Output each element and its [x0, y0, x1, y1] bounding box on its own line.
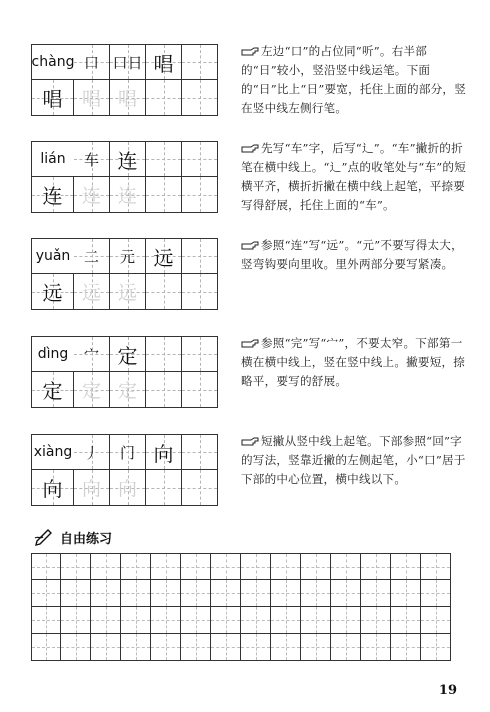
- grid-cell: [74, 274, 110, 310]
- practice-cell[interactable]: [361, 553, 391, 580]
- tip-text: 参照“完”写“宀”，不要太窄。下部第一横在横中线上，竖在竖中线上。撇要短，捺略平，要写的舒展。: [241, 336, 466, 388]
- grid-cell: [74, 238, 110, 274]
- practice-cell[interactable]: [181, 607, 211, 634]
- grid-cell: [74, 434, 110, 470]
- grid-cell: [182, 336, 218, 372]
- pencil-icon: [34, 529, 54, 547]
- writing-tip: [241, 42, 469, 118]
- practice-cell[interactable]: [301, 607, 331, 634]
- practice-cell[interactable]: [151, 580, 181, 607]
- grid-cell: [110, 274, 146, 310]
- practice-cell[interactable]: [61, 634, 91, 661]
- stroke-step: 口日: [112, 53, 143, 72]
- grid-cell: [110, 44, 146, 80]
- practice-cell[interactable]: [421, 634, 451, 661]
- stroke-step: 向: [153, 441, 174, 466]
- trace-character: 连: [81, 185, 101, 207]
- practice-cell[interactable]: [331, 580, 361, 607]
- grid-cell: [74, 470, 110, 506]
- pinyin-label: xiàng: [31, 434, 74, 470]
- stroke-step: 元: [119, 247, 135, 266]
- trace-character: 向: [117, 478, 137, 500]
- practice-cell[interactable]: [211, 580, 241, 607]
- grid-cell: [182, 434, 218, 470]
- stroke-step: 唱: [153, 51, 174, 76]
- practice-cell[interactable]: [181, 634, 211, 661]
- trace-character: 连: [117, 185, 137, 207]
- practice-cell[interactable]: [181, 580, 211, 607]
- practice-cell[interactable]: [421, 607, 451, 634]
- practice-cell[interactable]: [241, 553, 271, 580]
- practice-cell[interactable]: [301, 553, 331, 580]
- practice-cell[interactable]: [241, 634, 271, 661]
- practice-cell[interactable]: [211, 553, 241, 580]
- grid-cell: [146, 274, 182, 310]
- stroke-step: 丿: [83, 443, 99, 462]
- practice-cell[interactable]: [271, 553, 301, 580]
- grid-cell: [146, 141, 182, 177]
- trace-character: 定: [117, 380, 137, 402]
- free-practice-heading: [34, 528, 112, 547]
- free-practice-title: 自由练习: [60, 532, 113, 547]
- model-character: 唱: [42, 87, 63, 111]
- grid-cell: [74, 44, 110, 80]
- grid-cell: [74, 336, 110, 372]
- practice-cell[interactable]: [91, 634, 121, 661]
- model-character: 向: [42, 477, 63, 501]
- grid-cell: [31, 274, 74, 310]
- grid-cell: [182, 80, 218, 116]
- grid-cell: [110, 434, 146, 470]
- grid-cell: [182, 177, 218, 213]
- grid-cell: [74, 141, 110, 177]
- practice-cell[interactable]: [361, 634, 391, 661]
- practice-cell[interactable]: [301, 580, 331, 607]
- grid-cell: [146, 238, 182, 274]
- grid-cell: [182, 238, 218, 274]
- tip-text: 短撇从竖中线上起笔。下部参照“回”字的写法，竖靠近撇的左侧起笔，小“口”居于下部的中心位置，横中线以下。: [241, 434, 466, 486]
- grid-cell: [110, 238, 146, 274]
- model-character: 远: [42, 281, 63, 305]
- grid-cell: [110, 372, 146, 408]
- grid-cell: [110, 470, 146, 506]
- pointing-hand-icon: [241, 241, 259, 251]
- practice-cell[interactable]: [271, 580, 301, 607]
- pointing-hand-icon: [241, 144, 259, 154]
- grid-cell: [182, 274, 218, 310]
- grid-cell: [110, 80, 146, 116]
- pointing-hand-icon: [241, 339, 259, 349]
- grid-cell: [182, 372, 218, 408]
- pointing-hand-icon: [241, 437, 259, 447]
- pinyin-label: lián: [31, 141, 74, 177]
- grid-cell: [146, 336, 182, 372]
- grid-cell: [110, 177, 146, 213]
- tip-text: 参照“连”写“远”。“元”不要写得太大，竖弯钩要向里收。里外两部分要写紧凑。: [241, 238, 463, 271]
- pinyin-label: chàng: [31, 44, 74, 80]
- grid-cell: [31, 80, 74, 116]
- practice-cell[interactable]: [331, 634, 361, 661]
- stroke-step: 车: [83, 150, 99, 169]
- grid-cell: [182, 44, 218, 80]
- stroke-step: 口: [83, 53, 99, 72]
- grid-cell: [146, 80, 182, 116]
- practice-cell[interactable]: [91, 553, 121, 580]
- pointing-hand-icon: [241, 47, 259, 57]
- grid-cell: [182, 141, 218, 177]
- grid-cell: [31, 177, 74, 213]
- stroke-step: 二: [83, 247, 99, 266]
- grid-cell: [74, 177, 110, 213]
- practice-cell[interactable]: [391, 553, 421, 580]
- practice-cell[interactable]: [211, 634, 241, 661]
- practice-cell[interactable]: [61, 607, 91, 634]
- grid-cell: [74, 80, 110, 116]
- grid-cell: [146, 372, 182, 408]
- practice-cell[interactable]: [121, 634, 151, 661]
- tip-text: 左边“口”的占位同“听”。右半部的“日”较小，竖沿竖中线运笔。下面的“日”比上“日”要宽，托住上面的部分，竖在竖中线左侧行笔。: [241, 44, 467, 115]
- trace-character: 唱: [117, 88, 137, 110]
- grid-cell: [110, 336, 146, 372]
- practice-cell[interactable]: [121, 553, 151, 580]
- writing-tip: [241, 236, 469, 274]
- pinyin-label: dìng: [31, 336, 74, 372]
- stroke-step: 宀: [83, 345, 99, 364]
- practice-cell[interactable]: [181, 553, 211, 580]
- practice-cell[interactable]: [91, 607, 121, 634]
- practice-cell[interactable]: [121, 607, 151, 634]
- trace-character: 唱: [81, 88, 101, 110]
- trace-character: 定: [81, 380, 101, 402]
- grid-cell: [182, 470, 218, 506]
- grid-cell: [31, 372, 74, 408]
- pinyin-label: yuǎn: [31, 238, 74, 274]
- practice-cell[interactable]: [241, 580, 271, 607]
- writing-tip: [241, 334, 469, 391]
- writing-tip: [241, 139, 469, 215]
- practice-cell[interactable]: [91, 580, 121, 607]
- grid-cell: [146, 44, 182, 80]
- practice-cell[interactable]: [211, 607, 241, 634]
- trace-character: 远: [81, 282, 101, 304]
- practice-cell[interactable]: [331, 553, 361, 580]
- practice-cell[interactable]: [31, 634, 61, 661]
- tip-text: 先写“车”字，后写“辶”。“车”撇折的折笔在横中线上。“辶”点的收笔处与“车”的短横平齐，横折折撇在横中线上起笔，平捺要写得舒展，托住上面的“车”。: [241, 141, 467, 212]
- stroke-step: 连: [117, 148, 138, 173]
- grid-cell: [110, 141, 146, 177]
- practice-cell[interactable]: [31, 607, 61, 634]
- practice-cell[interactable]: [151, 553, 181, 580]
- stroke-step: 定: [117, 343, 138, 368]
- grid-cell: [74, 372, 110, 408]
- model-character: 连: [42, 184, 63, 208]
- practice-cell[interactable]: [271, 634, 301, 661]
- stroke-step: 远: [153, 245, 174, 270]
- practice-cell[interactable]: [361, 607, 391, 634]
- practice-cell[interactable]: [421, 553, 451, 580]
- grid-cell: [31, 470, 74, 506]
- practice-cell[interactable]: [391, 634, 421, 661]
- practice-cell[interactable]: [61, 580, 91, 607]
- practice-cell[interactable]: [61, 553, 91, 580]
- practice-cell[interactable]: [391, 580, 421, 607]
- practice-cell[interactable]: [271, 607, 301, 634]
- model-character: 定: [42, 379, 63, 403]
- writing-tip: [241, 432, 469, 489]
- practice-cell[interactable]: [151, 607, 181, 634]
- trace-character: 向: [81, 478, 101, 500]
- grid-cell: [146, 434, 182, 470]
- practice-cell[interactable]: [31, 580, 61, 607]
- grid-cell: [146, 177, 182, 213]
- practice-cell[interactable]: [301, 634, 331, 661]
- practice-cell[interactable]: [31, 553, 61, 580]
- page-number: 19: [438, 683, 457, 698]
- practice-cell[interactable]: [241, 607, 271, 634]
- practice-cell[interactable]: [121, 580, 151, 607]
- practice-cell[interactable]: [391, 607, 421, 634]
- practice-cell[interactable]: [151, 634, 181, 661]
- practice-cell[interactable]: [331, 607, 361, 634]
- grid-cell: [146, 470, 182, 506]
- practice-cell[interactable]: [361, 580, 391, 607]
- stroke-step: 门: [119, 443, 135, 462]
- trace-character: 远: [117, 282, 137, 304]
- practice-cell[interactable]: [421, 580, 451, 607]
